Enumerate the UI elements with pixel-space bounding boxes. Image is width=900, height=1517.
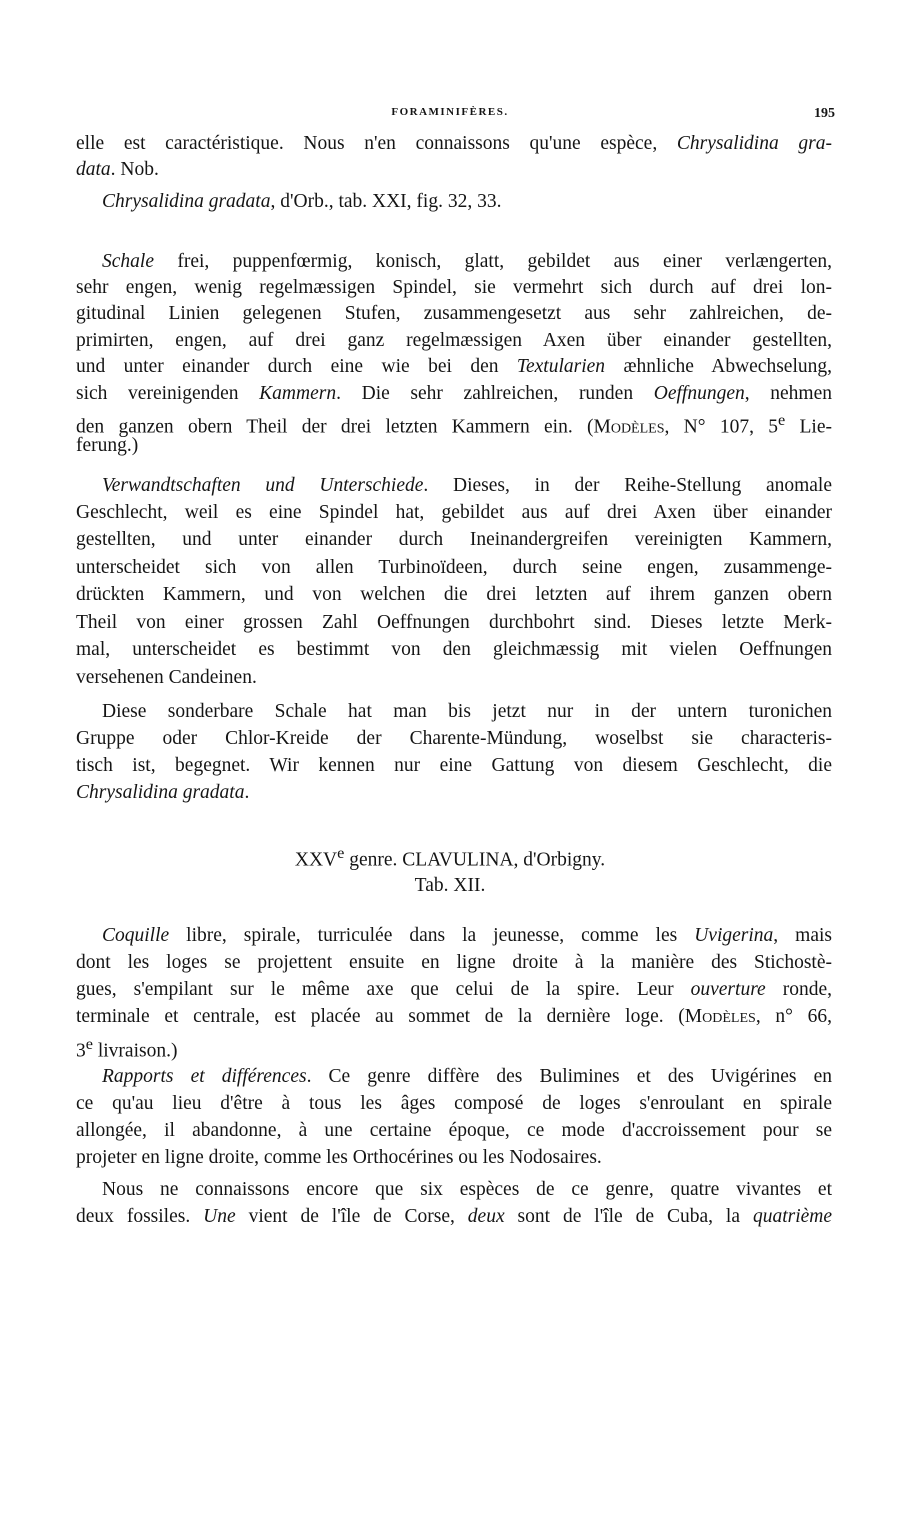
text-line: unterscheidet sich von allen Turbinoïdeen, durch seine engen, zusammenge- <box>76 557 832 578</box>
species-name: Chrysalidina gradata <box>102 191 271 212</box>
text: 3 <box>76 1040 86 1062</box>
term: Textularien <box>516 356 606 377</box>
plate-reference: Tab. XII. <box>414 875 486 896</box>
small-caps-text: Modèles <box>684 1006 756 1027</box>
text-line <box>76 780 832 806</box>
text-line: ferung.) <box>76 435 139 456</box>
text-line: tisch ist, begegnet. Wir kennen nur eine Gattung von diesem Geschlecht, die <box>76 755 832 776</box>
genus-name: Uvigerina <box>694 925 774 946</box>
text: terminale et centrale, est placée au sommet de la dernière loge. ( <box>76 1006 685 1027</box>
text-line: Geschlecht, weil es eine Spindel hat, gebildet aus auf drei Axen über einander <box>76 502 832 523</box>
term: Kammern <box>259 383 337 404</box>
text-line: allongée, il abandonne, à une certaine époque, ce mode d'accroissement pour se <box>76 1120 832 1141</box>
text-line: sehr engen, wenig regelmæssigen Spindel, sie vermehrt sich durch auf drei lon- <box>76 277 832 298</box>
running-title: FORAMINIFÈRES. <box>391 106 509 118</box>
small-caps-text: Modèles <box>593 416 665 438</box>
text-line <box>76 157 832 183</box>
genus-heading <box>0 840 900 871</box>
text-line: primirten, engen, auf drei ganz regelmæssigen Axen über einander gestellten, <box>76 330 832 351</box>
text: livraison.) <box>92 1040 178 1062</box>
text: . Nob. <box>110 159 159 180</box>
text: elle est caractéristique. Nous n'en connaissons qu'une espèce, <box>76 133 677 154</box>
text-line <box>76 1204 832 1230</box>
term: Schale <box>102 251 154 272</box>
text-line <box>76 381 832 407</box>
text-line <box>102 923 832 949</box>
page-number: 195 <box>814 106 835 121</box>
emphasis: quatrième <box>752 1206 833 1227</box>
text: vient de l'île de Corse, <box>235 1206 468 1227</box>
term: Coquille <box>102 925 170 946</box>
text: . Ce genre diffère des Bulimines et des Uvigérines en <box>306 1066 832 1087</box>
text-line <box>102 473 832 499</box>
species-name: Chrysalidina gradata <box>76 782 245 803</box>
term: ouverture <box>690 979 766 1000</box>
superscript: e <box>85 1035 93 1053</box>
section-label: Verwandtschaften und Unterschiede <box>102 475 424 496</box>
text-line <box>76 1031 832 1062</box>
text-line: dont les loges se projettent ensuite en ligne droite à la manière des Stichostè- <box>76 952 832 973</box>
text: deux fossiles. <box>76 1206 204 1227</box>
term: Oeffnungen <box>653 383 745 404</box>
text: libre, spirale, turriculée dans la jeunesse, comme les <box>169 925 695 946</box>
text: , d'Orb., tab. XXI, fig. 32, 33. <box>270 191 502 212</box>
text: ronde, <box>765 979 832 1000</box>
text: , N° 107, 5 <box>664 416 779 438</box>
text-line: mal, unterscheidet es bestimmt von den gleichmæssig mit vielen Oeffnungen <box>76 639 832 660</box>
text: æhnliche Abwechselung, <box>605 356 832 377</box>
text-line: drückten Kammern, und von welchen die drei letzten auf ihrem ganzen obern <box>76 584 832 605</box>
text: sich vereinigenden <box>76 383 260 404</box>
text: , nehmen <box>744 383 832 404</box>
text: . Die sehr zahlreichen, runden <box>336 383 654 404</box>
text-line: Theil von einer grossen Zahl Oeffnungen durchbohrt sind. Dieses letzte Merk- <box>76 612 832 633</box>
species-name: Chrysalidina gra- <box>676 133 832 154</box>
text: sont de l'île de Cuba, la <box>504 1206 753 1227</box>
text-line <box>76 1004 832 1030</box>
text-line: versehenen Candeinen. <box>76 667 257 688</box>
text-line <box>76 977 832 1003</box>
text: und unter einander durch eine wie bei den <box>76 356 517 377</box>
text-line: projeter en ligne droite, comme les Orthocérines ou les Nodosaires. <box>76 1147 602 1168</box>
species-name: data <box>76 159 111 180</box>
emphasis: Une <box>203 1206 236 1227</box>
text: . <box>244 782 250 803</box>
emphasis: deux <box>467 1206 505 1227</box>
text-line: Nous ne connaissons encore que six espèces de ce genre, quatre vivantes et <box>102 1179 832 1200</box>
text-line: Gruppe oder Chlor-Kreide der Charente-Mündung, woselbst sie characteris- <box>76 728 832 749</box>
text: frei, puppenfœrmig, konisch, glatt, gebildet aus einer verlængerten, <box>153 251 832 272</box>
text-line <box>102 249 832 275</box>
text-line: gestellten, und unter einander durch Ineinandergreifen vereinigten Kammern, <box>76 529 832 550</box>
text: . Dieses, in der Reihe-Stellung anomale <box>423 475 832 496</box>
text-line: ce qu'au lieu d'être à tous les âges composé de loges s'enroulant en spirale <box>76 1093 832 1114</box>
text: , n° 66, <box>755 1006 832 1027</box>
text: gues, s'empilant sur le même axe que celui de la spire. Leur <box>76 979 691 1000</box>
reference-line <box>102 189 832 215</box>
text-line <box>76 407 832 438</box>
text-line: gitudinal Linien gelegenen Stufen, zusammengesetzt aus sehr zahlreichen, de- <box>76 303 832 324</box>
text-line: Diese sonderbare Schale hat man bis jetzt nur in der untern turonichen <box>102 701 832 722</box>
superscript: e <box>337 844 345 862</box>
text-line <box>102 1064 832 1090</box>
text: den ganzen obern Theil der drei letzten Kammern ein. ( <box>76 416 594 438</box>
text-line <box>76 131 832 157</box>
text: , mais <box>773 925 832 946</box>
text: Lie- <box>785 416 832 438</box>
superscript: e <box>778 411 786 429</box>
text: genre. CLAVULINA, d'Orbigny. <box>344 849 606 871</box>
section-label: Rapports et différences <box>102 1066 307 1087</box>
text-line <box>76 354 832 380</box>
text: XXV <box>294 849 338 871</box>
